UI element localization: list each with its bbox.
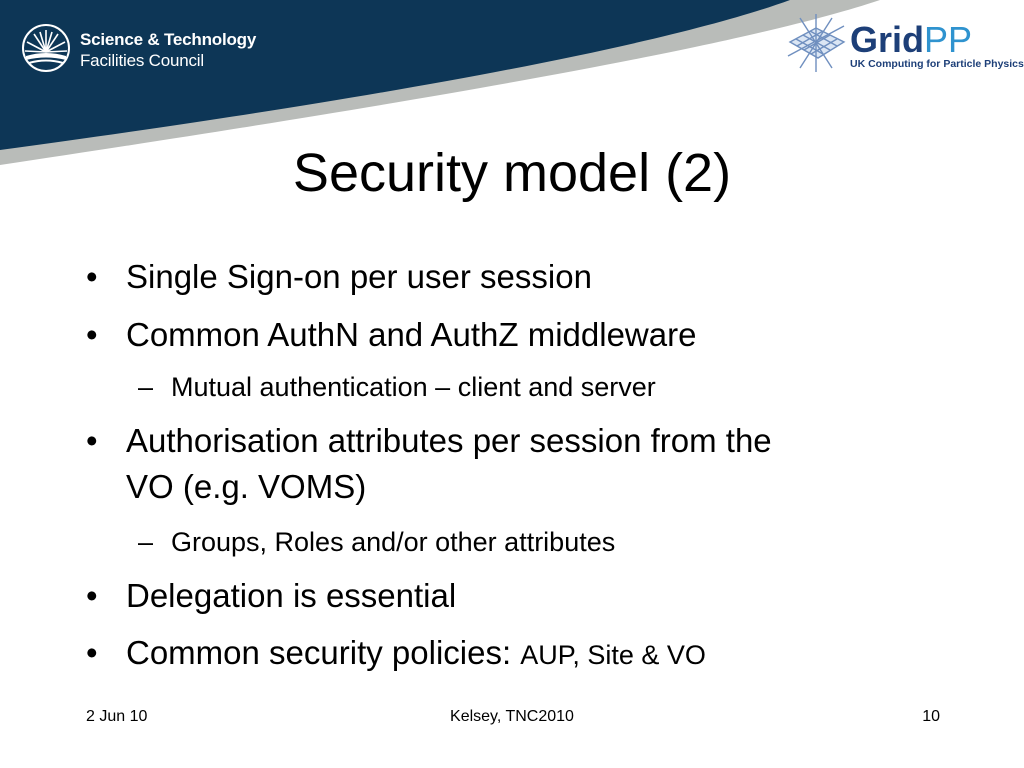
sub-bullet-item [138, 369, 938, 405]
bullet-marker: • [86, 577, 98, 614]
grid-mesh-icon [786, 12, 848, 74]
footer-page-number: 10 [922, 708, 940, 725]
sub-bullet-marker: – [138, 527, 154, 557]
bullet-text-tail: AUP, Site & VO [520, 640, 706, 670]
bullet-marker: • [86, 258, 98, 295]
footer-date: 2 Jun 10 [86, 708, 148, 725]
bullet-text [126, 418, 946, 510]
bullet-text-main: Common security policies: [126, 634, 512, 671]
bullet-item [86, 573, 946, 619]
org-name-line2: Facilities Council [80, 51, 204, 70]
gridpp-tagline: UK Computing for Particle Physics [850, 58, 1024, 70]
bullet-text [126, 630, 946, 678]
org-name-line1: Science & Technology [80, 30, 257, 49]
bullet-item [86, 254, 946, 300]
bullet-item [86, 418, 946, 510]
gridpp-wordmark [850, 19, 973, 60]
bullet-text: Delegation is essential [126, 577, 457, 614]
gridpp-word-pp: PP [924, 19, 973, 60]
bullet-text-line1: Authorisation attributes per session from the [126, 422, 772, 459]
bullet-marker: • [86, 634, 98, 671]
sub-bullet-item [138, 524, 938, 560]
sub-bullet-text: Mutual authentication – client and server [171, 372, 656, 402]
sub-bullet-text: Groups, Roles and/or other attributes [171, 527, 616, 557]
bullet-marker: • [86, 316, 98, 353]
stfc-logo [20, 22, 260, 78]
slide-title: Security model (2) [292, 143, 732, 203]
bullet-text: Single Sign-on per user session [126, 258, 592, 295]
bullet-item [86, 630, 946, 678]
stfc-sunburst-icon [20, 22, 72, 74]
gridpp-word-grid: Grid [850, 19, 925, 60]
gridpp-logo [786, 12, 1024, 78]
sub-bullet-marker: – [138, 372, 154, 402]
bullet-text: Common AuthN and AuthZ middleware [126, 316, 697, 353]
bullet-marker: • [86, 422, 98, 459]
footer-author: Kelsey, TNC2010 [450, 708, 574, 725]
bullet-item [86, 312, 946, 358]
bullet-text-line2: VO (e.g. VOMS) [126, 468, 367, 505]
